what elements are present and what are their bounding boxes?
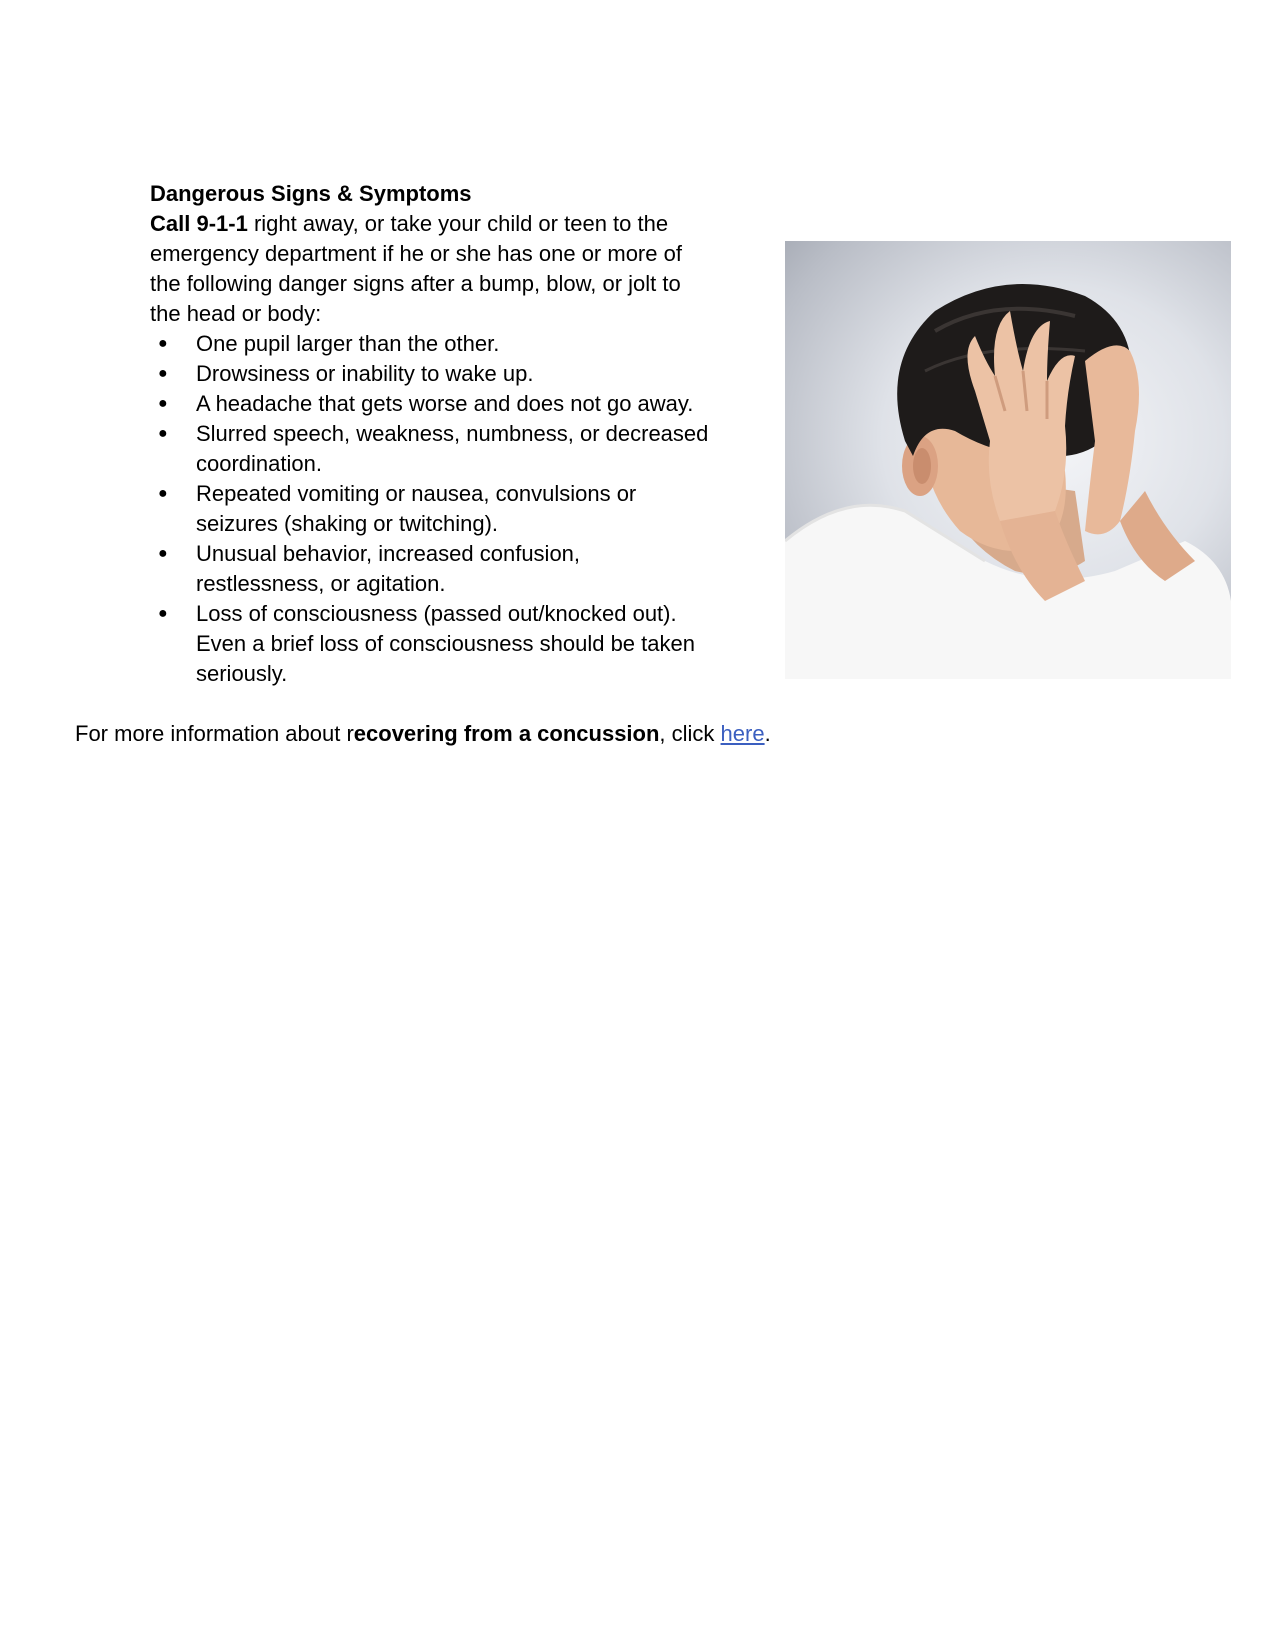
bullet-icon: ●: [158, 425, 168, 442]
more-info-prefix: For more information about r: [75, 721, 354, 746]
list-item: [150, 329, 710, 359]
list-item-text: Repeated vomiting or nausea, convulsions or seizures (shaking or twitching).: [196, 481, 637, 536]
intro-paragraph: [150, 209, 710, 329]
bullet-icon: ●: [158, 395, 168, 412]
bullet-icon: ●: [158, 545, 168, 562]
list-item-text: One pupil larger than the other.: [196, 331, 500, 356]
call-911-text: Call 9-1-1: [150, 211, 248, 236]
bullet-icon: ●: [158, 335, 168, 352]
list-item: [150, 359, 710, 389]
danger-signs-section: [150, 179, 710, 689]
list-item: [150, 389, 710, 419]
more-info-line: [75, 719, 771, 749]
person-holding-head-illustration: [785, 241, 1231, 679]
section-heading: Dangerous Signs & Symptoms: [150, 181, 472, 206]
more-info-middle: , click: [659, 721, 721, 746]
headache-photo: [785, 241, 1231, 679]
bullet-icon: ●: [158, 605, 168, 622]
list-item-text: Slurred speech, weakness, numbness, or decreased coordination.: [196, 421, 709, 476]
list-item: [150, 479, 710, 539]
list-item: [150, 599, 710, 689]
more-info-bold: ecovering from a concussion: [353, 721, 660, 746]
list-item-text: A headache that gets worse and does not go away.: [196, 391, 694, 416]
list-item-text: Drowsiness or inability to wake up.: [196, 361, 534, 386]
list-item: [150, 419, 710, 479]
list-item-text: Loss of consciousness (passed out/knocked out). Even a brief loss of consciousness should be taken seriously.: [196, 601, 695, 686]
list-item: [150, 539, 710, 599]
here-link[interactable]: here: [720, 721, 765, 746]
more-info-suffix: .: [764, 721, 771, 746]
danger-signs-list: [150, 329, 710, 689]
list-item-text: Unusual behavior, increased confusion, restlessness, or agitation.: [196, 541, 581, 596]
bullet-icon: ●: [158, 365, 168, 382]
intro-text: right away, or take your child or teen to the emergency department if he or she has one or more of the following danger signs after a bump, blow, or jolt to the head or body:: [150, 211, 682, 326]
bullet-icon: ●: [158, 485, 168, 502]
